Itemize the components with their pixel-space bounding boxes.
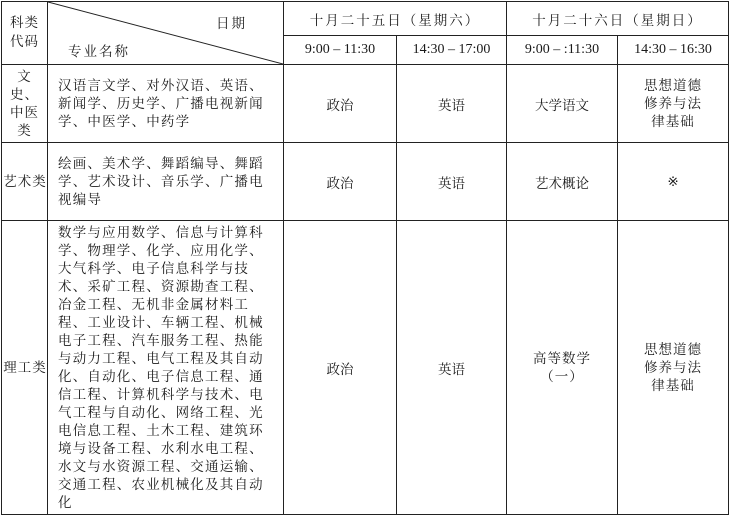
- subject-cell: [618, 65, 729, 143]
- table-row: [2, 221, 729, 515]
- category-label: 文史、中医类: [10, 68, 39, 139]
- table-row: [2, 143, 729, 221]
- subject-label: 思想道德修养与法律基础: [644, 77, 702, 130]
- header-category-cell: [2, 2, 48, 65]
- subject-cell: 英语: [397, 221, 507, 515]
- subject-label: 思想道德修养与法律基础: [644, 341, 702, 394]
- header-time-4: 14:30 – 16:30: [618, 36, 729, 65]
- category-cell: [2, 143, 48, 221]
- exam-schedule-table: [1, 1, 729, 515]
- header-day1: 十月二十五日（星期六）: [284, 2, 507, 36]
- header-category-label: 科类代码: [10, 15, 39, 50]
- subject-cell: 英语: [397, 65, 507, 143]
- subject-cell: 政治: [284, 65, 397, 143]
- subject-cell: 政治: [284, 143, 397, 221]
- majors-cell: 数学与应用数学、信息与计算科学、物理学、化学、应用化学、大气科学、电子信息科学与技术、采矿工程、资源勘查工程、冶金工程、无机非金属材料工程、工业设计、车辆工程、机械电子工程、汽车服务工程、热能与动力工程、电气工程及其自动化、自动化、电子信息工程、通信工程、计算机科学与技术、电气工程与自动化、网络工程、光电信息工程、土木工程、建筑环境与设备工程、水利水电工程、水文与水资源工程、交通运输、交通工程、农业机械化及其自动化: [48, 221, 284, 515]
- subject-label: 高等数学（一）: [533, 350, 591, 385]
- category-label: 理工类: [3, 359, 47, 376]
- subject-cell: 英语: [397, 143, 507, 221]
- header-time-3: 9:00 – :11:30: [507, 36, 618, 65]
- subject-cell: 艺术概论: [507, 143, 618, 221]
- header-time-2: 14:30 – 17:00: [397, 36, 507, 65]
- header-date-label: 日期: [216, 16, 247, 32]
- category-label: 艺术类: [3, 173, 47, 190]
- subject-cell: 政治: [284, 221, 397, 515]
- subject-cell: [618, 221, 729, 515]
- category-cell: [2, 65, 48, 143]
- majors-cell: 绘画、美术学、舞蹈编导、舞蹈学、艺术设计、音乐学、广播电视编导: [48, 143, 284, 221]
- subject-cell: [507, 221, 618, 515]
- header-time-1: 9:00 – 11:30: [284, 36, 397, 65]
- category-cell: [2, 221, 48, 515]
- majors-cell: 汉语言文学、对外汉语、英语、新闻学、历史学、广播电视新闻学、中医学、中药学: [48, 65, 284, 143]
- header-day2: 十月二十六日（星期日）: [507, 2, 729, 36]
- subject-cell: ※: [618, 143, 729, 221]
- header-diagonal-cell: [48, 2, 284, 65]
- header-major-label: 专业名称: [68, 44, 130, 60]
- table-row: [2, 65, 729, 143]
- subject-cell: 大学语文: [507, 65, 618, 143]
